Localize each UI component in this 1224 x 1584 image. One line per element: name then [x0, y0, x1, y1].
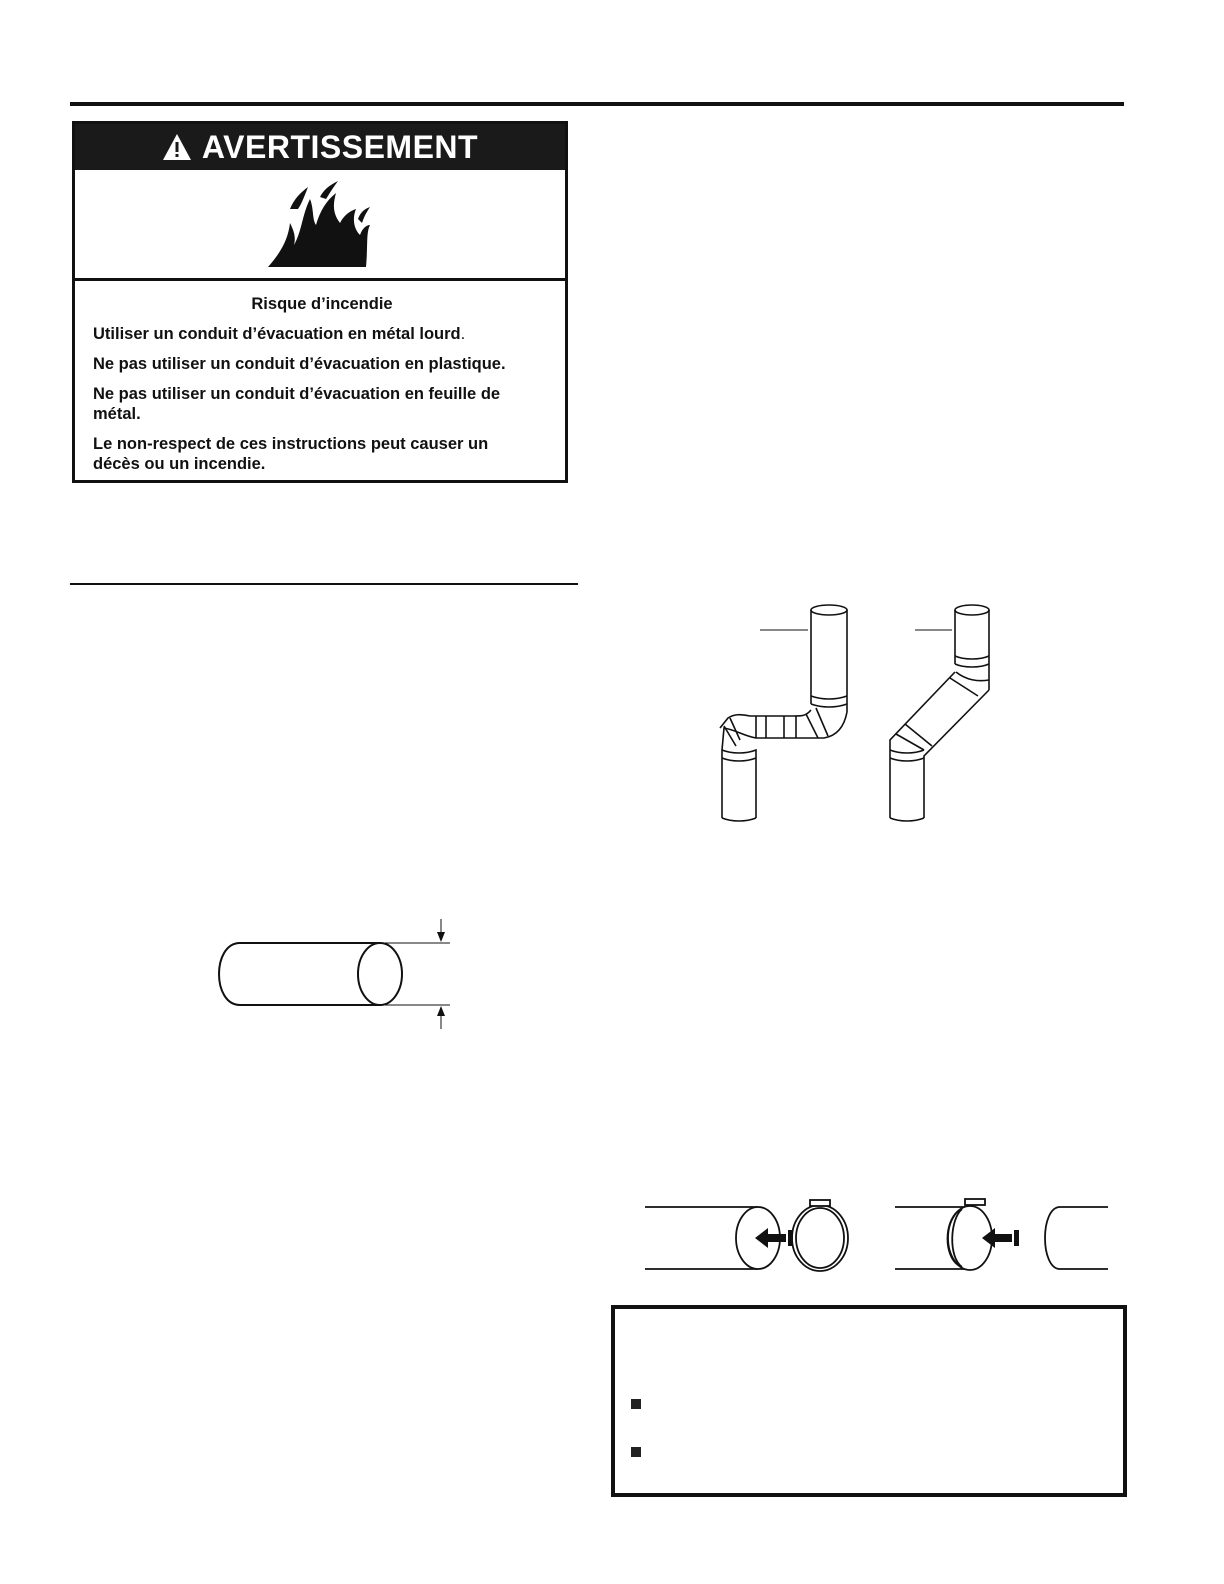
- warning-line-1: Utiliser un conduit d’évacuation en métal lourd.: [93, 325, 466, 343]
- risk-title: Risque d’incendie: [251, 295, 393, 313]
- warning-line-2: Ne pas utiliser un conduit d’évacuation en plastique.: [93, 355, 506, 373]
- warning-body: [93, 294, 551, 484]
- warning-line-3: Ne pas utiliser un conduit d’évacuation en feuille de métal.: [93, 385, 501, 423]
- warning-line-4: Le non-respect de ces instructions peut causer un décès ou un incendie.: [93, 435, 489, 473]
- section-rule: [70, 583, 578, 585]
- note-box: [611, 1305, 1127, 1497]
- clamp-connection-illustration: [640, 1195, 1115, 1280]
- top-rule: [70, 102, 1124, 106]
- warning-triangle-icon: [162, 133, 192, 161]
- fire-icon: [260, 179, 380, 269]
- offset-elbow-illustration: [710, 600, 1010, 828]
- square-bullet-icon: [631, 1447, 641, 1457]
- warning-title: AVERTISSEMENT: [201, 128, 479, 165]
- square-bullet-icon: [631, 1399, 641, 1409]
- warning-box: [72, 121, 568, 483]
- duct-diameter-illustration: [210, 915, 470, 1035]
- fire-icon-area: [75, 170, 565, 281]
- warning-header: [75, 124, 565, 170]
